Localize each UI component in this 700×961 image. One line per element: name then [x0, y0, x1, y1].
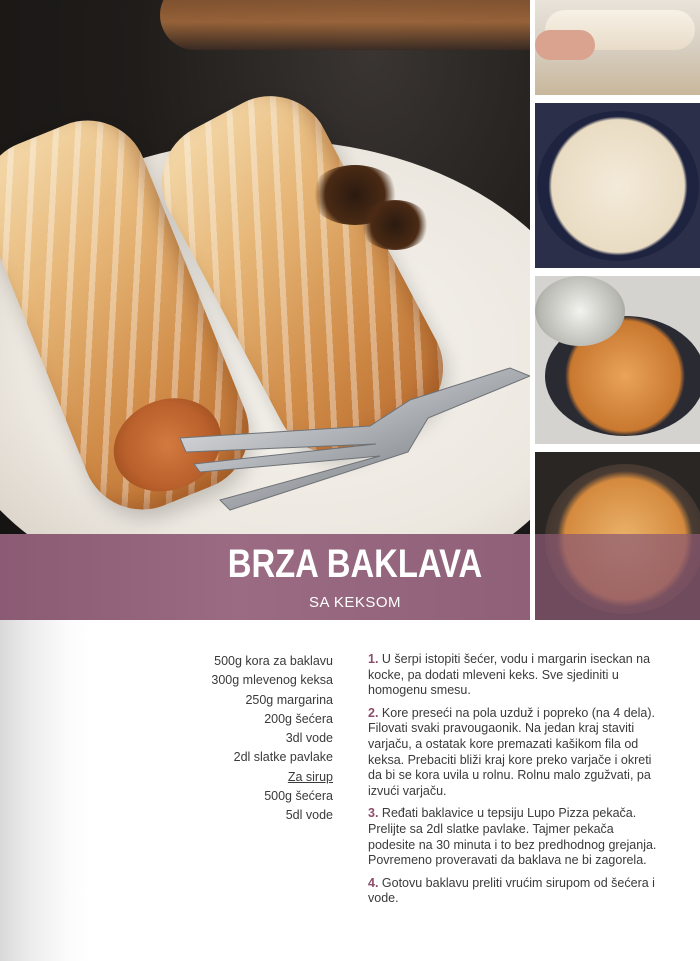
thumb-rolling-dough	[535, 0, 700, 95]
glass-bowl	[535, 276, 625, 346]
recipe-title: BRZA BAKLAVA	[227, 542, 483, 586]
syrup-heading: Za sirup	[287, 769, 333, 784]
instructions	[368, 652, 658, 914]
ingredients-list	[211, 652, 333, 826]
step-text: Kore preseći na pola uzduž i popreko (na 4 dela). Filovati svaki pravougaonik. Na jedan kraj staviti varjaču, a ostatak kore premazati kašikom fila od keksa. Prebaciti bliži kraj kore preko varjače i okreti da bi se kora uvila u rolnu. Rolnu malo zgužvati, pa izvući varjaču.	[368, 705, 655, 798]
instruction-step	[368, 706, 658, 800]
step-number: 1.	[368, 652, 379, 666]
instruction-step	[368, 806, 658, 868]
ingredient-item: 500g kora za baklavu	[214, 654, 333, 668]
ingredient-item: 3dl vode	[285, 731, 333, 746]
thumb-pouring-cream	[535, 276, 700, 444]
thumb-rolls-in-pan	[535, 103, 700, 268]
page-fold-shadow	[0, 620, 90, 961]
step-text: Ređati baklavice u tepsiju Lupo Pizza pekača. Prelijte sa 2dl slatke pavlake. Tajmer pekača podesite na 30 minuta i to bez predhodnog grejanja. Povremeno proveravati da baklava ne bi zagorela.	[368, 806, 657, 868]
ingredient-item: 250g margarina	[245, 692, 333, 707]
step-number: 3.	[368, 806, 379, 821]
step-text: U šerpi istopiti šećer, vodu i margarin iseckan na kocke, pa dodati mleveni keks. Sve sjediniti u homogenu smesu.	[368, 652, 651, 698]
ingredient-item: 2dl slatke pavlake	[233, 750, 333, 765]
recipe-subtitle: SA KEKSOM	[308, 594, 402, 611]
step-text: Gotovu baklavu preliti vrućim sirupom od šećera i vode.	[368, 875, 655, 906]
ingredient-item: 300g mlevenog keksa	[211, 673, 333, 688]
step-number: 4.	[368, 875, 379, 890]
pan-with-rolls	[537, 111, 699, 261]
instruction-step	[368, 652, 658, 699]
instruction-step	[368, 876, 658, 907]
ingredient-item: 5dl vode	[285, 808, 333, 823]
hands	[535, 30, 595, 60]
baking-tray	[160, 0, 530, 50]
step-number: 2.	[368, 705, 379, 720]
main-baklava-photo	[0, 0, 530, 535]
ingredient-item: 500g šećera	[264, 789, 333, 804]
caramelized-spot	[360, 200, 430, 250]
ingredient-item: 200g šećera	[264, 711, 333, 726]
fork	[180, 360, 530, 520]
title-banner-overlay	[535, 534, 700, 620]
